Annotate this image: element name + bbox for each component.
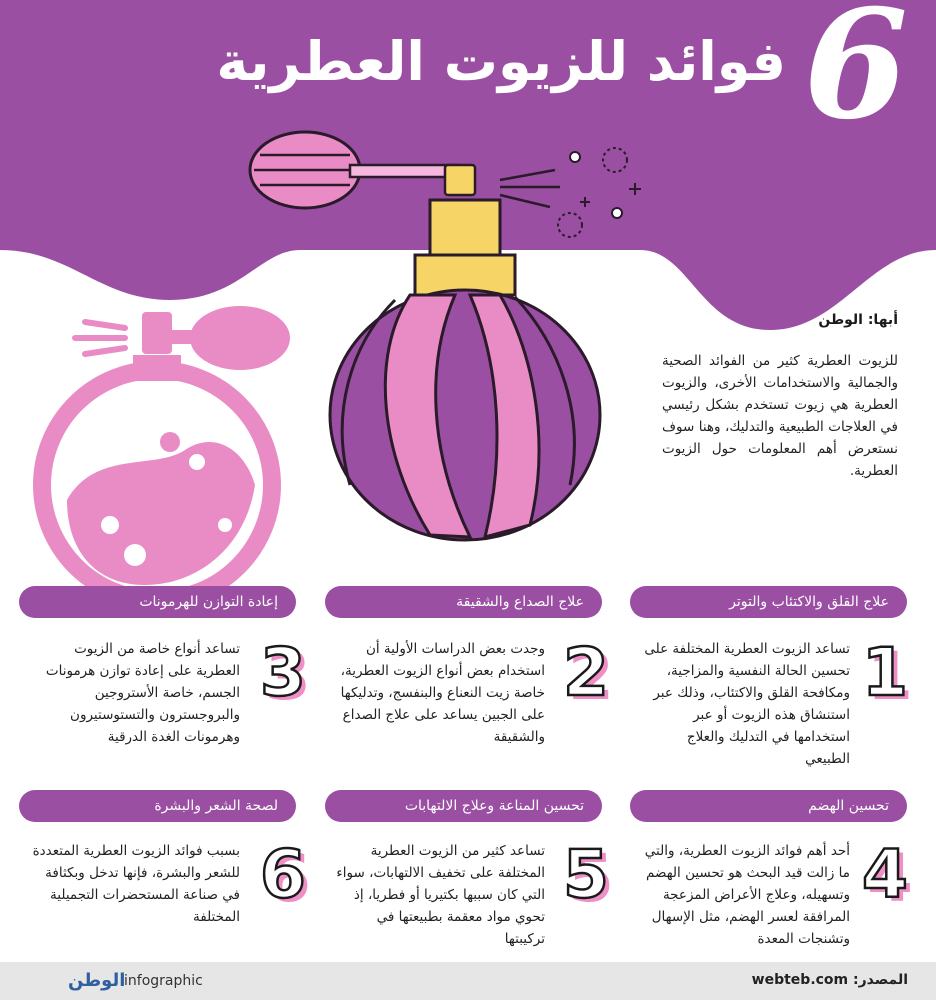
byline: أبها: الوطن: [818, 312, 898, 328]
benefit-text-4: أحد أهم فوائد الزيوت العطرية، والتي ما زالت قيد البحث هو تحسين الهضم وتسهيله، وعلاج الأعراض المزعجة المرافقة لعسر الهضم، مثل الإسهال وتشنجات المعدة: [644, 843, 850, 947]
source-link[interactable]: webteb.com: [751, 972, 849, 988]
benefit-text-5: تساعد كثير من الزيوت العطرية المختلفة على تخفيف الالتهابات، سواء التي كان سببها بكتيريا أو فطريا، إذ تحوي مواد معقمة بطبيعتها في تركيبتها: [336, 843, 545, 947]
title-number: 6: [803, 0, 908, 153]
benefit-number-3: 3: [260, 634, 306, 711]
benefit-number-1: 1: [862, 634, 908, 711]
footer-bar: [0, 962, 936, 1000]
brand-logo: الوطن: [68, 970, 126, 991]
benefit-text-3: تساعد أنواع خاصة من الزيوت العطرية على إعادة توازن هرمونات الجسم، خاصة الأستروجين والبروجسترون والتستوستيرون وهرمونات الغدة الدرقية: [45, 641, 240, 745]
benefit-text-2: وجدت بعض الدراسات الأولية أن استخدام بعض أنواع الزيوت العطرية، خاصة زيت النعناع والبنفسج، وتدليكها على الجبين يساعد على علاج الصداع والشقيقة: [340, 641, 545, 745]
benefit-number-6: 6: [260, 836, 306, 913]
benefit-title-3: إعادة التوازن للهرمونات: [19, 586, 296, 618]
benefit-title-1: علاج القلق والاكتئاب والتوتر: [630, 586, 907, 618]
benefit-title-5: تحسين المناعة وعلاج الالتهابات: [325, 790, 602, 822]
benefit-text-6: بسبب فوائد الزيوت العطرية المتعددة للشعر والبشرة، فإنها تدخل وبكثافة في صناعة المستحضرات التجميلية المختلفة: [32, 843, 240, 925]
source-label: المصدر:: [853, 972, 908, 988]
benefit-number-5: 5: [563, 836, 609, 913]
benefit-number-4: 4: [862, 836, 908, 913]
benefit-text-1: تساعد الزيوت العطرية المختلفة على تحسين الحالة النفسية والمزاجية، ومكافحة القلق والاكتئاب، وذلك عبر استنشاق هذه الزيوت أو عبر استخدامها في التدليك والعلاج الطبيعي: [644, 641, 850, 767]
perfume-icon: [15, 300, 305, 590]
benefit-number-2: 2: [563, 634, 609, 711]
benefit-title-2: علاج الصداع والشقيقة: [325, 586, 602, 618]
source-credit: [752, 972, 908, 988]
benefit-title-6: لصحة الشعر والبشرة: [19, 790, 296, 822]
benefit-title-4: تحسين الهضم: [630, 790, 907, 822]
page-title: فوائد للزيوت العطرية: [216, 30, 786, 93]
brand-tag: infographic: [124, 973, 203, 989]
intro-paragraph: للزيوت العطرية كثير من الفوائد الصحية والجمالية والاستخدامات الأخرى، والزيوت العطرية هي زيوت تستخدم بشكل رئيسي في العلاجات الطبيعية والتدليك، وهنا سوف نستعرض أهم المعلومات حول الزيوت العطرية.: [662, 353, 898, 479]
